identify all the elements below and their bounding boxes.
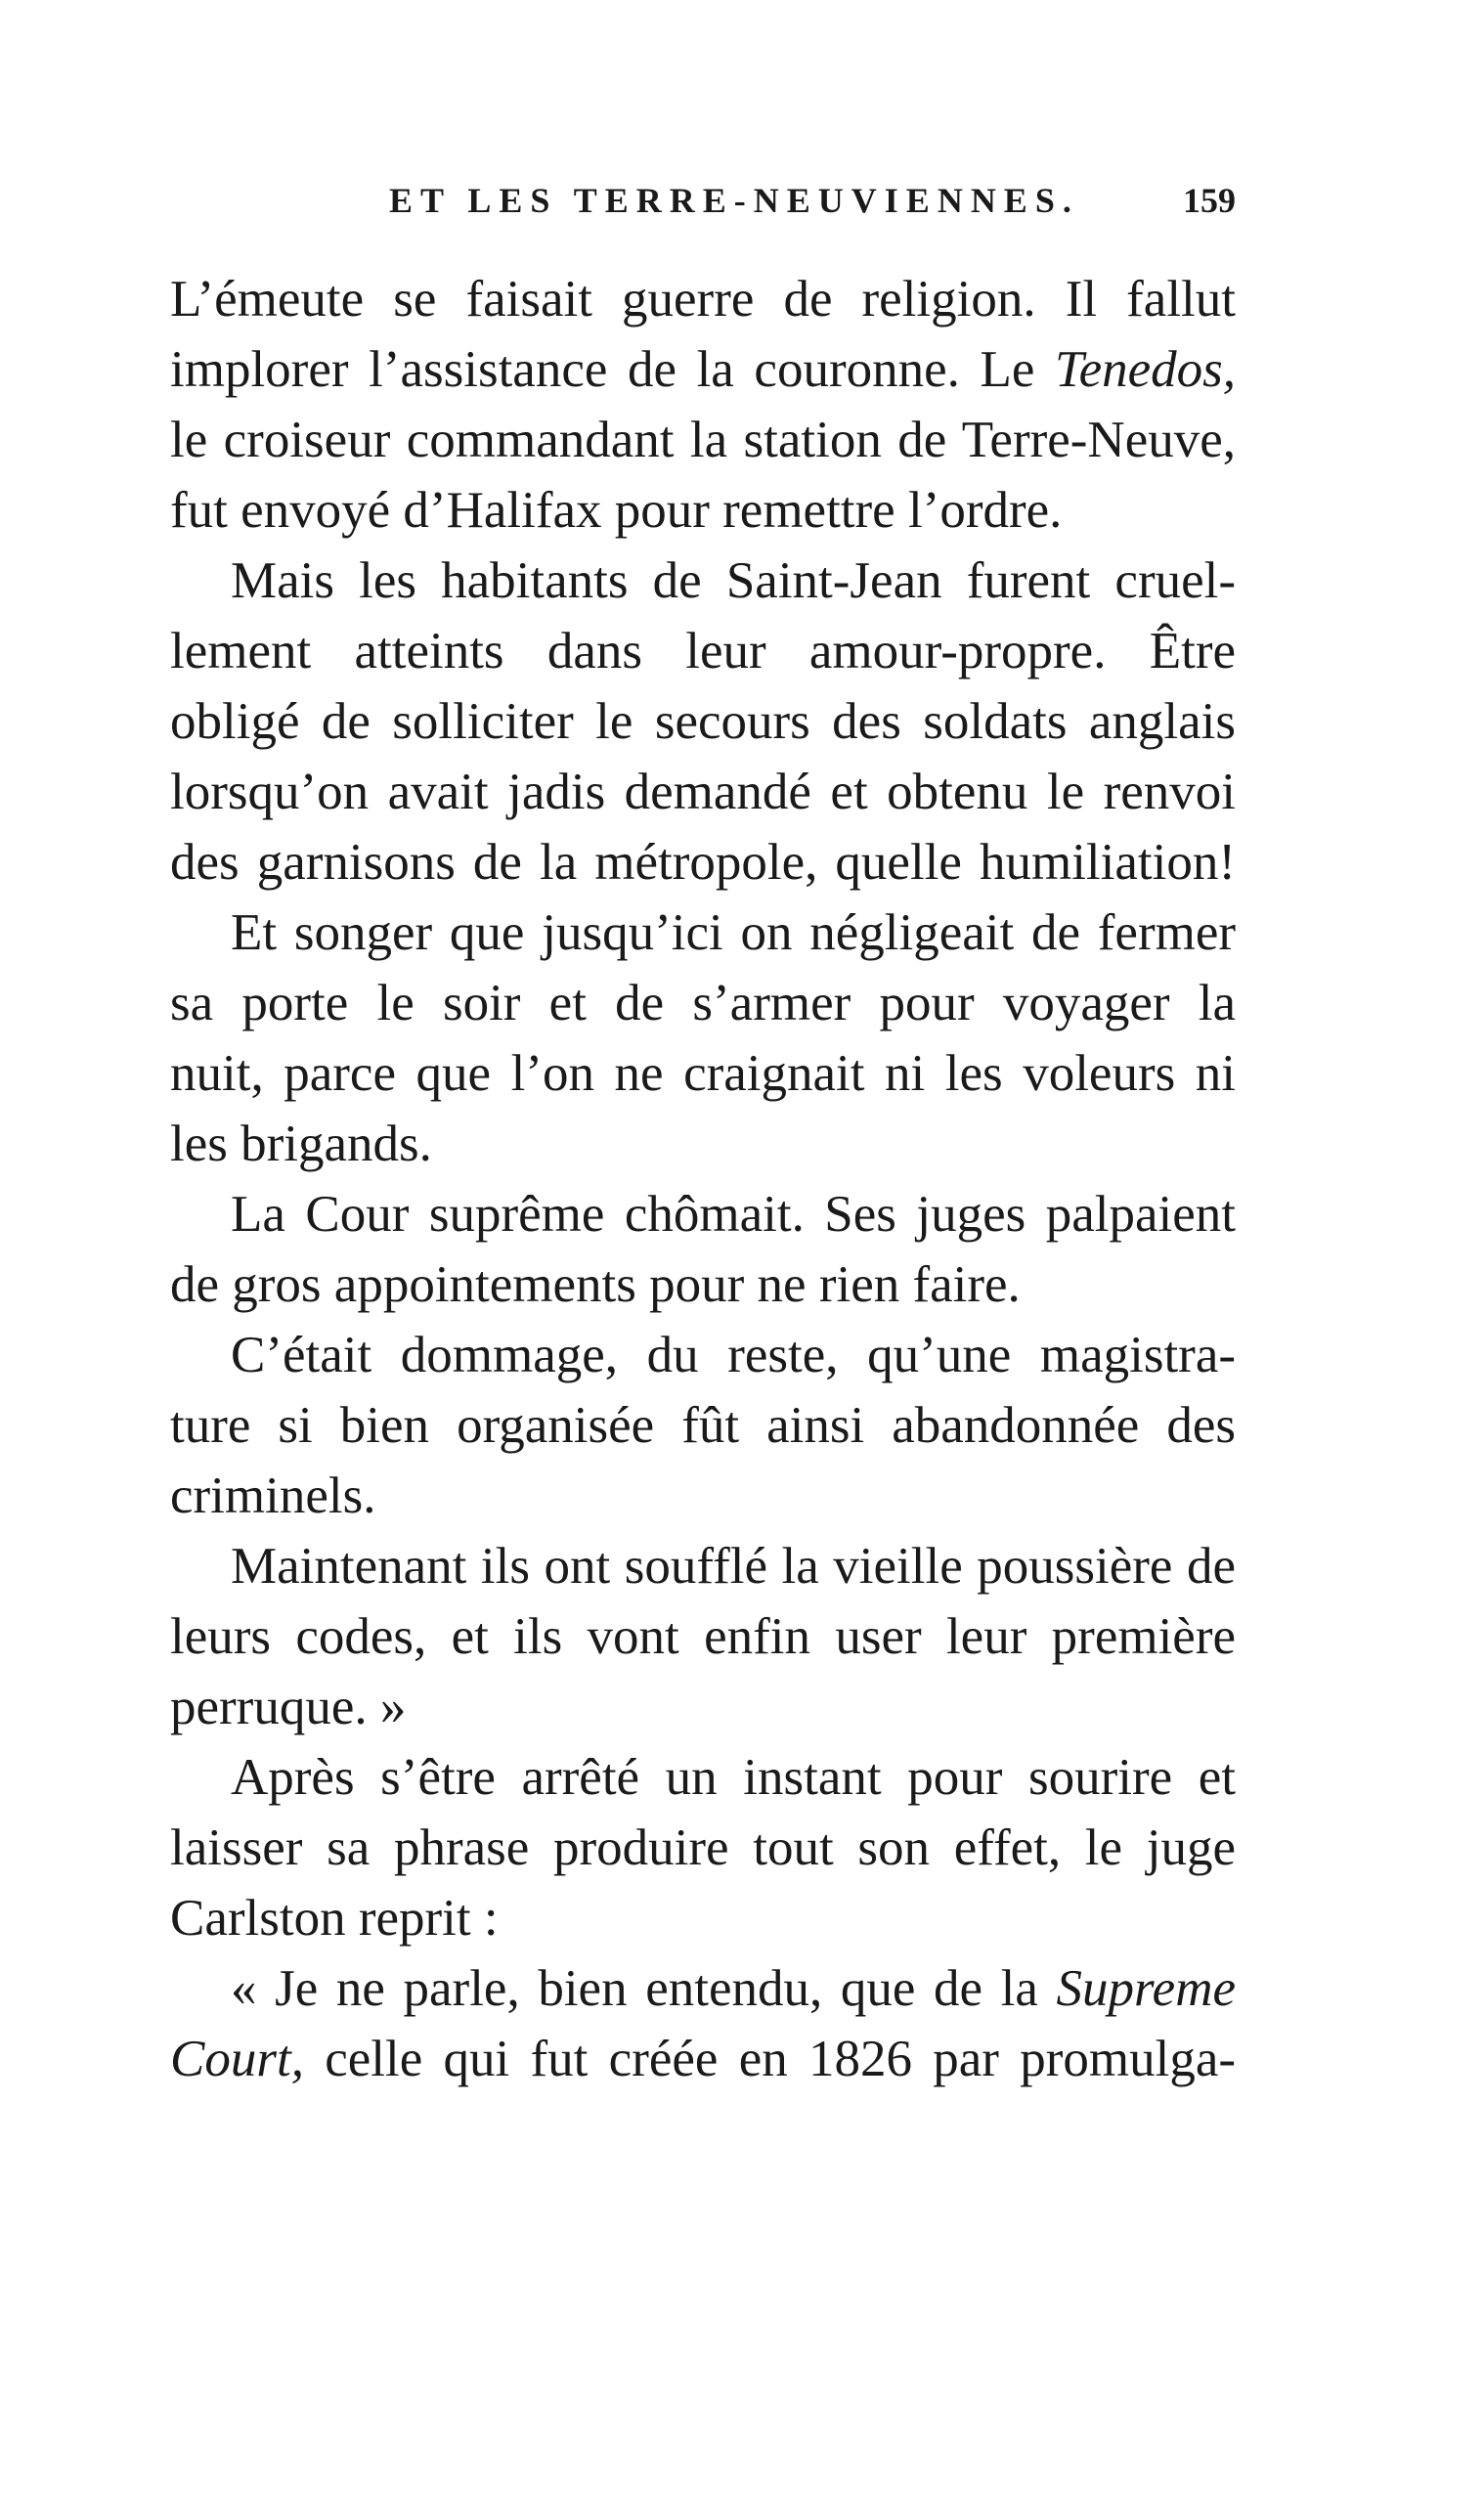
- text-line: laisser sa phrase produire tout son effet, le juge: [170, 1819, 1236, 1876]
- text-line: fut envoyé d’Halifax pour remettre l’ordre.: [170, 482, 1063, 539]
- page-number: 159: [1183, 181, 1236, 220]
- text-line: des garnisons de la métropole, quelle humiliation!: [170, 834, 1236, 891]
- text-line: le croiseur commandant la station de Terre-Neuve,: [170, 412, 1236, 468]
- text-line: nuit, parce que l’on ne craignait ni les voleurs ni: [170, 1045, 1236, 1102]
- text-line: Et songer que jusqu’ici on négligeait de fermer: [231, 904, 1236, 961]
- text-line: C’était dommage, du reste, qu’une magistra-: [231, 1327, 1236, 1383]
- text-line: Mais les habitants de Saint-Jean furent cruel-: [231, 552, 1236, 609]
- text-line: La Cour suprême chômait. Ses juges palpaient: [231, 1186, 1236, 1243]
- text-line: les brigands.: [170, 1116, 432, 1172]
- italic-court-name: Court,: [170, 2031, 304, 2087]
- text-line: de gros appointements pour ne rien faire.: [170, 1256, 1021, 1313]
- text-line: Après s’être arrêté un instant pour sourire et: [231, 1749, 1236, 1806]
- running-header: [170, 180, 1236, 239]
- text-line: perruque. »: [170, 1679, 407, 1735]
- text-line: « Je ne parle, bien entendu, que de la Supreme: [231, 1960, 1236, 2017]
- text-line: leurs codes, et ils vont enfin user leur première: [170, 1608, 1236, 1665]
- text-line: criminels.: [170, 1468, 376, 1524]
- italic-court-name: Supreme: [1056, 1960, 1236, 2017]
- text-line: L’émeute se faisait guerre de religion. Il fallut: [170, 271, 1236, 328]
- text-line: obligé de solliciter le secours des soldats anglais: [170, 693, 1236, 750]
- body-text: [170, 264, 1236, 2094]
- running-title: ET LES TERRE-NEUVIENNES.: [389, 181, 1079, 220]
- text-line: Court, celle qui fut créée en 1826 par promulga-: [170, 2031, 1236, 2087]
- text-line: lement atteints dans leur amour-propre. Être: [170, 623, 1236, 679]
- text-line: Carlston reprit :: [170, 1890, 499, 1947]
- italic-ship-name: Tenedos,: [1054, 341, 1236, 398]
- text-line: implorer l’assistance de la couronne. Le Tenedos,: [170, 341, 1236, 398]
- text-line: Maintenant ils ont soufflé la vieille poussière de: [231, 1538, 1236, 1595]
- text-line: sa porte le soir et de s’armer pour voyager la: [170, 975, 1236, 1031]
- text-line: ture si bien organisée fût ainsi abandonnée des: [170, 1397, 1236, 1454]
- text-line: lorsqu’on avait jadis demandé et obtenu le renvoi: [170, 764, 1236, 820]
